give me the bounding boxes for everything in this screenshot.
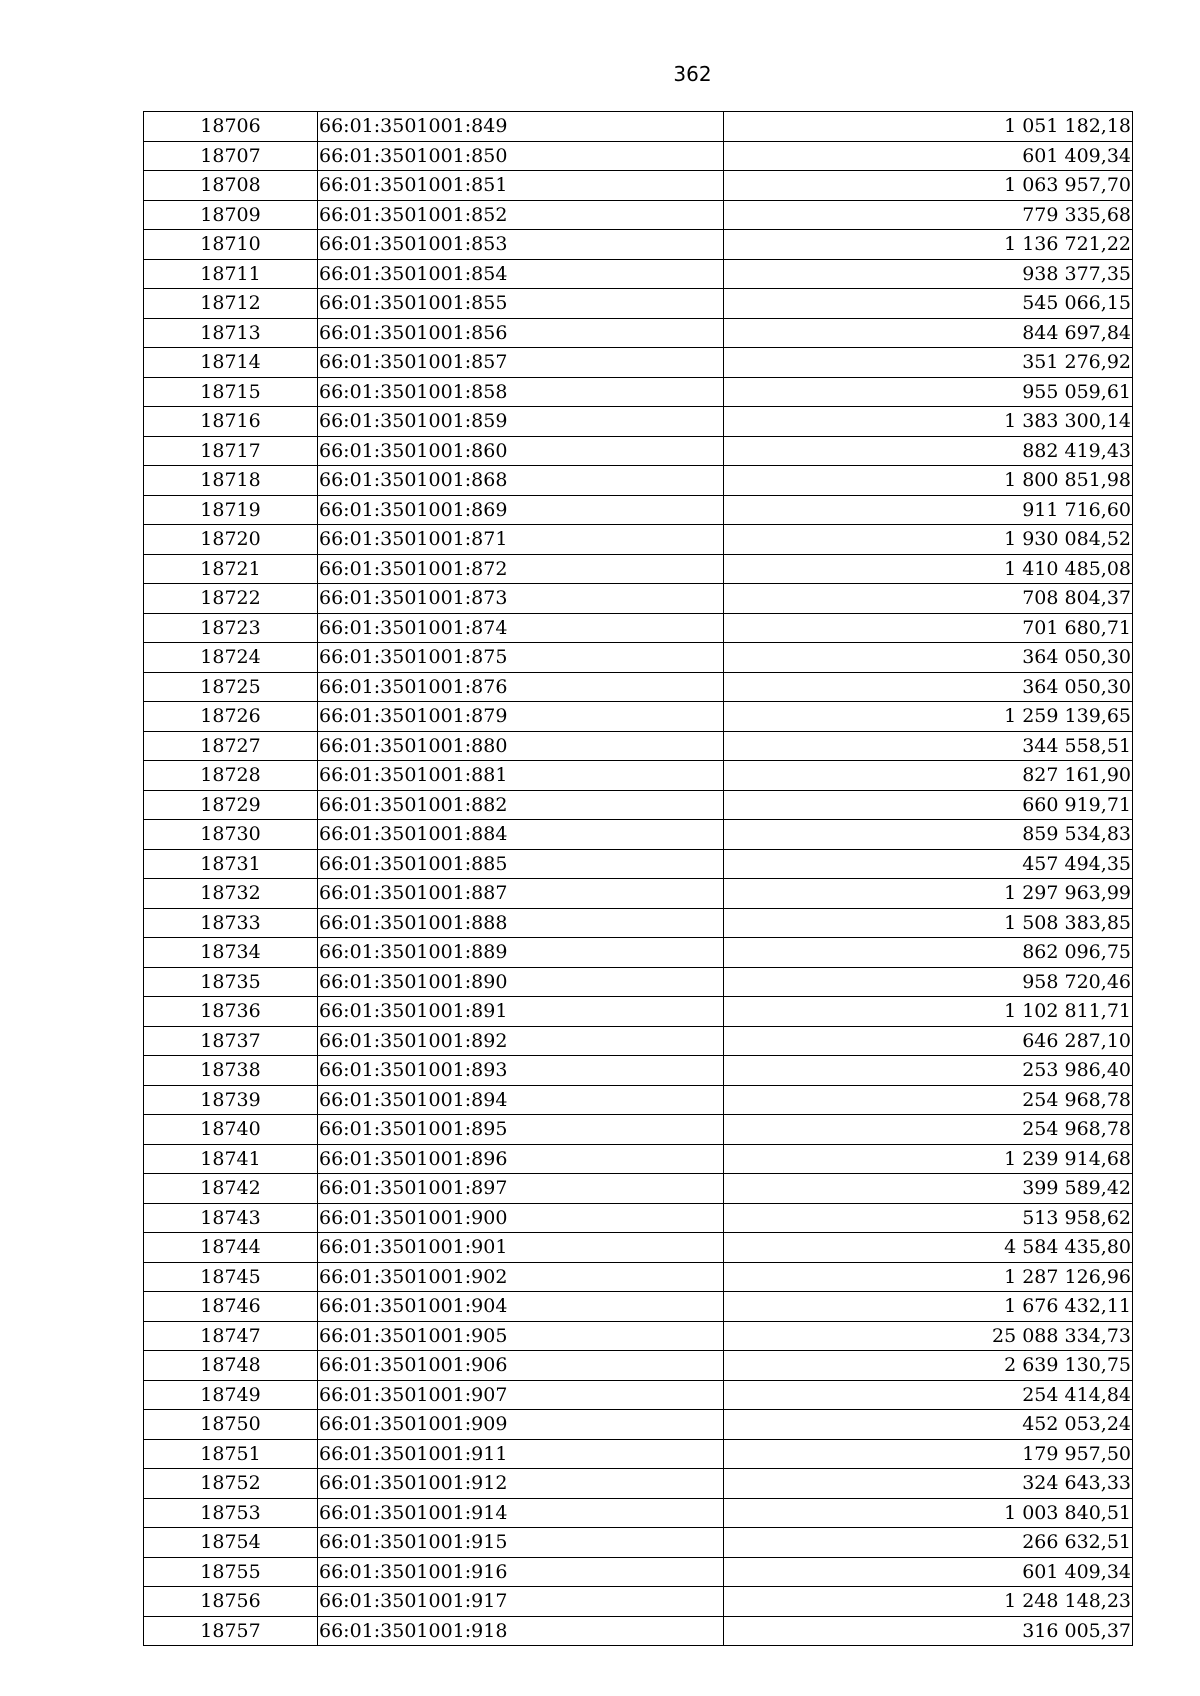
cadastral-number-cell: 66:01:3501001:871	[318, 525, 724, 555]
table-row	[144, 259, 1133, 289]
row-number-cell: 18749	[144, 1380, 318, 1410]
cadastral-number-cell: 66:01:3501001:896	[318, 1144, 724, 1174]
table-row	[144, 938, 1133, 968]
row-number-cell: 18747	[144, 1321, 318, 1351]
cadastral-number-cell: 66:01:3501001:901	[318, 1233, 724, 1263]
cadastral-number-cell: 66:01:3501001:888	[318, 908, 724, 938]
row-number-cell: 18740	[144, 1115, 318, 1145]
cadastral-value-cell: 351 276,92	[724, 348, 1133, 378]
cadastral-number-cell: 66:01:3501001:852	[318, 200, 724, 230]
cadastral-value-cell: 364 050,30	[724, 643, 1133, 673]
row-number-cell: 18718	[144, 466, 318, 496]
table-row	[144, 1026, 1133, 1056]
cadastral-number-cell: 66:01:3501001:854	[318, 259, 724, 289]
table-row	[144, 1498, 1133, 1528]
table-row	[144, 643, 1133, 673]
table-row	[144, 436, 1133, 466]
cadastral-number-cell: 66:01:3501001:895	[318, 1115, 724, 1145]
cadastral-number-cell: 66:01:3501001:892	[318, 1026, 724, 1056]
table-row	[144, 1587, 1133, 1617]
row-number-cell: 18757	[144, 1616, 318, 1646]
cadastral-number-cell: 66:01:3501001:873	[318, 584, 724, 614]
table-body	[144, 112, 1133, 1646]
table-row	[144, 377, 1133, 407]
cadastral-value-cell: 958 720,46	[724, 967, 1133, 997]
cadastral-value-cell: 1 136 721,22	[724, 230, 1133, 260]
row-number-cell: 18710	[144, 230, 318, 260]
cadastral-value-cell: 545 066,15	[724, 289, 1133, 319]
cadastral-number-cell: 66:01:3501001:916	[318, 1557, 724, 1587]
cadastral-number-cell: 66:01:3501001:882	[318, 790, 724, 820]
row-number-cell: 18723	[144, 613, 318, 643]
cadastral-number-cell: 66:01:3501001:900	[318, 1203, 724, 1233]
row-number-cell: 18739	[144, 1085, 318, 1115]
cadastral-number-cell: 66:01:3501001:891	[318, 997, 724, 1027]
table-row	[144, 790, 1133, 820]
cadastral-value-cell: 601 409,34	[724, 141, 1133, 171]
cadastral-value-cell: 364 050,30	[724, 672, 1133, 702]
cadastral-number-cell: 66:01:3501001:875	[318, 643, 724, 673]
table-row	[144, 525, 1133, 555]
table-row	[144, 613, 1133, 643]
cadastral-value-cell: 2 639 130,75	[724, 1351, 1133, 1381]
table-row	[144, 731, 1133, 761]
row-number-cell: 18734	[144, 938, 318, 968]
table-row	[144, 1056, 1133, 1086]
cadastral-value-cell: 253 986,40	[724, 1056, 1133, 1086]
cadastral-value-cell: 1 676 432,11	[724, 1292, 1133, 1322]
table-row	[144, 318, 1133, 348]
cadastral-number-cell: 66:01:3501001:881	[318, 761, 724, 791]
cadastral-number-cell: 66:01:3501001:879	[318, 702, 724, 732]
row-number-cell: 18733	[144, 908, 318, 938]
cadastral-value-cell: 862 096,75	[724, 938, 1133, 968]
cadastral-value-cell: 1 800 851,98	[724, 466, 1133, 496]
cadastral-value-cell: 859 534,83	[724, 820, 1133, 850]
cadastral-value-cell: 601 409,34	[724, 1557, 1133, 1587]
table-row	[144, 1085, 1133, 1115]
cadastral-number-cell: 66:01:3501001:907	[318, 1380, 724, 1410]
row-number-cell: 18711	[144, 259, 318, 289]
table-row	[144, 289, 1133, 319]
cadastral-value-cell: 844 697,84	[724, 318, 1133, 348]
cadastral-value-cell: 25 088 334,73	[724, 1321, 1133, 1351]
table-row	[144, 495, 1133, 525]
cadastral-value-cell: 254 414,84	[724, 1380, 1133, 1410]
cadastral-value-cell: 1 508 383,85	[724, 908, 1133, 938]
cadastral-value-cell: 708 804,37	[724, 584, 1133, 614]
cadastral-number-cell: 66:01:3501001:874	[318, 613, 724, 643]
cadastral-number-cell: 66:01:3501001:885	[318, 849, 724, 879]
cadastral-number-cell: 66:01:3501001:856	[318, 318, 724, 348]
row-number-cell: 18750	[144, 1410, 318, 1440]
cadastral-value-cell: 646 287,10	[724, 1026, 1133, 1056]
cadastral-number-cell: 66:01:3501001:890	[318, 967, 724, 997]
cadastral-number-cell: 66:01:3501001:912	[318, 1469, 724, 1499]
cadastral-number-cell: 66:01:3501001:915	[318, 1528, 724, 1558]
cadastral-number-cell: 66:01:3501001:914	[318, 1498, 724, 1528]
table-row	[144, 849, 1133, 879]
cadastral-value-cell: 955 059,61	[724, 377, 1133, 407]
table-row	[144, 1616, 1133, 1646]
table-row	[144, 407, 1133, 437]
row-number-cell: 18722	[144, 584, 318, 614]
row-number-cell: 18715	[144, 377, 318, 407]
cadastral-number-cell: 66:01:3501001:884	[318, 820, 724, 850]
cadastral-value-cell: 254 968,78	[724, 1085, 1133, 1115]
row-number-cell: 18732	[144, 879, 318, 909]
cadastral-number-cell: 66:01:3501001:917	[318, 1587, 724, 1617]
cadastral-value-cell: 660 919,71	[724, 790, 1133, 820]
cadastral-value-cell: 179 957,50	[724, 1439, 1133, 1469]
table-row	[144, 1233, 1133, 1263]
cadastral-value-cell: 266 632,51	[724, 1528, 1133, 1558]
cadastral-number-cell: 66:01:3501001:868	[318, 466, 724, 496]
cadastral-value-cell: 1 239 914,68	[724, 1144, 1133, 1174]
row-number-cell: 18754	[144, 1528, 318, 1558]
table-row	[144, 348, 1133, 378]
cadastral-value-cell: 911 716,60	[724, 495, 1133, 525]
row-number-cell: 18706	[144, 112, 318, 142]
row-number-cell: 18752	[144, 1469, 318, 1499]
cadastral-value-cell: 1 003 840,51	[724, 1498, 1133, 1528]
row-number-cell: 18717	[144, 436, 318, 466]
cadastral-number-cell: 66:01:3501001:905	[318, 1321, 724, 1351]
cadastral-value-cell: 882 419,43	[724, 436, 1133, 466]
table-row	[144, 761, 1133, 791]
cadastral-value-cell: 1 102 811,71	[724, 997, 1133, 1027]
row-number-cell: 18713	[144, 318, 318, 348]
row-number-cell: 18709	[144, 200, 318, 230]
cadastral-value-cell: 399 589,42	[724, 1174, 1133, 1204]
row-number-cell: 18731	[144, 849, 318, 879]
cadastral-number-cell: 66:01:3501001:850	[318, 141, 724, 171]
table-row	[144, 967, 1133, 997]
row-number-cell: 18725	[144, 672, 318, 702]
cadastral-value-cell: 779 335,68	[724, 200, 1133, 230]
row-number-cell: 18736	[144, 997, 318, 1027]
row-number-cell: 18742	[144, 1174, 318, 1204]
row-number-cell: 18708	[144, 171, 318, 201]
row-number-cell: 18737	[144, 1026, 318, 1056]
row-number-cell: 18712	[144, 289, 318, 319]
table-row	[144, 1557, 1133, 1587]
cadastral-value-cell: 457 494,35	[724, 849, 1133, 879]
cadastral-number-cell: 66:01:3501001:906	[318, 1351, 724, 1381]
cadastral-number-cell: 66:01:3501001:897	[318, 1174, 724, 1204]
table-row	[144, 1115, 1133, 1145]
row-number-cell: 18730	[144, 820, 318, 850]
table-row	[144, 1262, 1133, 1292]
row-number-cell: 18728	[144, 761, 318, 791]
table-row	[144, 584, 1133, 614]
row-number-cell: 18727	[144, 731, 318, 761]
cadastral-value-cell: 701 680,71	[724, 613, 1133, 643]
cadastral-number-cell: 66:01:3501001:918	[318, 1616, 724, 1646]
row-number-cell: 18724	[144, 643, 318, 673]
table-row	[144, 171, 1133, 201]
table-row	[144, 997, 1133, 1027]
cadastral-number-cell: 66:01:3501001:869	[318, 495, 724, 525]
cadastral-number-cell: 66:01:3501001:860	[318, 436, 724, 466]
table-row	[144, 1439, 1133, 1469]
table-row	[144, 1292, 1133, 1322]
cadastral-number-cell: 66:01:3501001:858	[318, 377, 724, 407]
row-number-cell: 18746	[144, 1292, 318, 1322]
cadastral-number-cell: 66:01:3501001:894	[318, 1085, 724, 1115]
cadastral-number-cell: 66:01:3501001:904	[318, 1292, 724, 1322]
cadastral-number-cell: 66:01:3501001:902	[318, 1262, 724, 1292]
cadastral-value-cell: 1 383 300,14	[724, 407, 1133, 437]
cadastral-value-cell: 827 161,90	[724, 761, 1133, 791]
table-row	[144, 1203, 1133, 1233]
cadastral-number-cell: 66:01:3501001:857	[318, 348, 724, 378]
row-number-cell: 18748	[144, 1351, 318, 1381]
row-number-cell: 18714	[144, 348, 318, 378]
table-row	[144, 820, 1133, 850]
row-number-cell: 18745	[144, 1262, 318, 1292]
table-row	[144, 1144, 1133, 1174]
cadastral-value-table	[143, 111, 1133, 1646]
cadastral-value-cell: 324 643,33	[724, 1469, 1133, 1499]
row-number-cell: 18755	[144, 1557, 318, 1587]
cadastral-number-cell: 66:01:3501001:859	[318, 407, 724, 437]
table-row	[144, 230, 1133, 260]
cadastral-value-cell: 1 259 139,65	[724, 702, 1133, 732]
cadastral-value-cell: 513 958,62	[724, 1203, 1133, 1233]
cadastral-value-cell: 1 051 182,18	[724, 112, 1133, 142]
cadastral-number-cell: 66:01:3501001:887	[318, 879, 724, 909]
table-row	[144, 1469, 1133, 1499]
table-row	[144, 1351, 1133, 1381]
cadastral-value-cell: 254 968,78	[724, 1115, 1133, 1145]
table-row	[144, 1410, 1133, 1440]
cadastral-number-cell: 66:01:3501001:893	[318, 1056, 724, 1086]
row-number-cell: 18741	[144, 1144, 318, 1174]
cadastral-value-cell: 1 248 148,23	[724, 1587, 1133, 1617]
row-number-cell: 18735	[144, 967, 318, 997]
table-row	[144, 554, 1133, 584]
table-row	[144, 908, 1133, 938]
cadastral-value-cell: 1 287 126,96	[724, 1262, 1133, 1292]
table-row	[144, 200, 1133, 230]
cadastral-number-cell: 66:01:3501001:876	[318, 672, 724, 702]
row-number-cell: 18738	[144, 1056, 318, 1086]
cadastral-value-cell: 4 584 435,80	[724, 1233, 1133, 1263]
cadastral-number-cell: 66:01:3501001:853	[318, 230, 724, 260]
cadastral-value-cell: 316 005,37	[724, 1616, 1133, 1646]
row-number-cell: 18707	[144, 141, 318, 171]
table-row	[144, 1380, 1133, 1410]
row-number-cell: 18721	[144, 554, 318, 584]
cadastral-value-cell: 344 558,51	[724, 731, 1133, 761]
cadastral-value-cell: 1 297 963,99	[724, 879, 1133, 909]
row-number-cell: 18744	[144, 1233, 318, 1263]
table-row	[144, 672, 1133, 702]
table-row	[144, 879, 1133, 909]
row-number-cell: 18743	[144, 1203, 318, 1233]
row-number-cell: 18753	[144, 1498, 318, 1528]
row-number-cell: 18729	[144, 790, 318, 820]
data-table-container	[143, 111, 1132, 1646]
cadastral-value-cell: 1 063 957,70	[724, 171, 1133, 201]
row-number-cell: 18719	[144, 495, 318, 525]
cadastral-number-cell: 66:01:3501001:880	[318, 731, 724, 761]
cadastral-value-cell: 1 410 485,08	[724, 554, 1133, 584]
table-row	[144, 1321, 1133, 1351]
cadastral-number-cell: 66:01:3501001:872	[318, 554, 724, 584]
row-number-cell: 18726	[144, 702, 318, 732]
table-row	[144, 1528, 1133, 1558]
cadastral-number-cell: 66:01:3501001:851	[318, 171, 724, 201]
row-number-cell: 18716	[144, 407, 318, 437]
table-row	[144, 112, 1133, 142]
cadastral-number-cell: 66:01:3501001:909	[318, 1410, 724, 1440]
row-number-cell: 18720	[144, 525, 318, 555]
table-row	[144, 1174, 1133, 1204]
cadastral-number-cell: 66:01:3501001:889	[318, 938, 724, 968]
cadastral-value-cell: 938 377,35	[724, 259, 1133, 289]
cadastral-number-cell: 66:01:3501001:911	[318, 1439, 724, 1469]
table-row	[144, 466, 1133, 496]
row-number-cell: 18756	[144, 1587, 318, 1617]
page-number: 362	[673, 62, 712, 86]
table-row	[144, 141, 1133, 171]
cadastral-value-cell: 452 053,24	[724, 1410, 1133, 1440]
cadastral-number-cell: 66:01:3501001:849	[318, 112, 724, 142]
table-row	[144, 702, 1133, 732]
cadastral-number-cell: 66:01:3501001:855	[318, 289, 724, 319]
cadastral-value-cell: 1 930 084,52	[724, 525, 1133, 555]
row-number-cell: 18751	[144, 1439, 318, 1469]
